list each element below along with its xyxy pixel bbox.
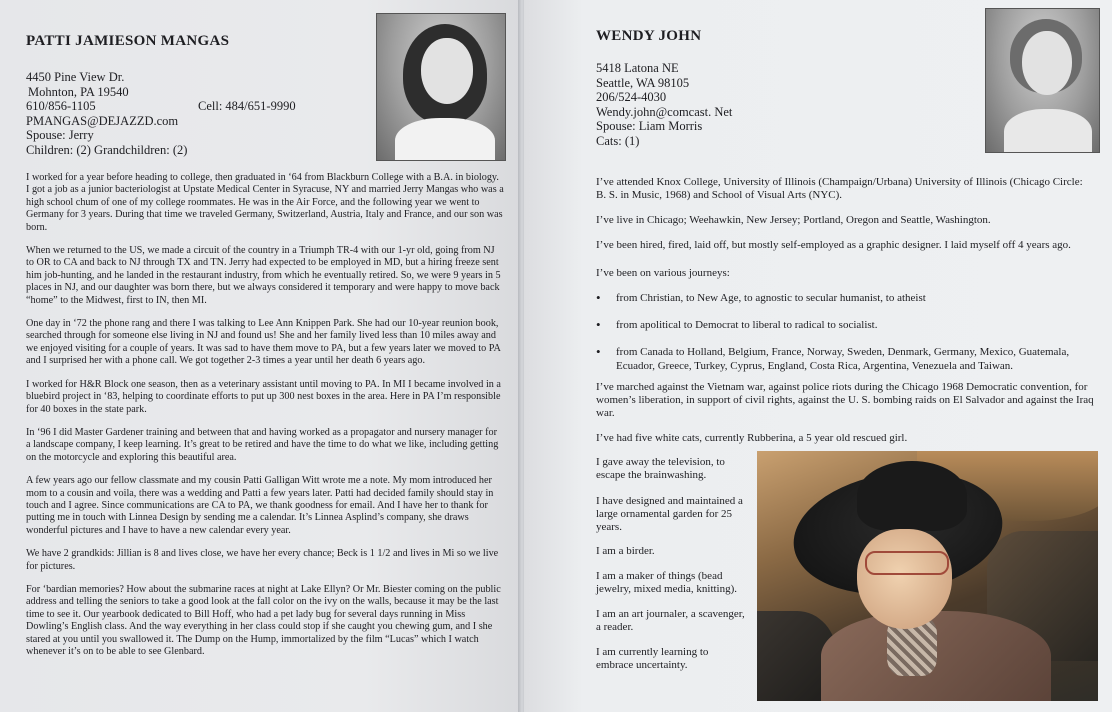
statement: I am a maker of things (bead jewelry, mixed media, knitting). <box>596 570 738 596</box>
right-contact <box>596 61 856 149</box>
left-phone: 610/856-1105 <box>26 99 96 114</box>
left-page <box>0 0 521 712</box>
right-cats-block <box>596 432 1086 445</box>
left-address1: 4450 Pine View Dr. <box>26 70 125 84</box>
left-paragraph: I worked for a year before heading to college, then graduated in ‘64 from Blackburn College with a B.A. in biology. I got a job as a junior bacteriologist at Upstate Medical Center in Syracuse, NY and married Jerry Mangas who was a high school chum of one of my college roommates. He was in the Air Force, and the following year we went to Germany for 3 years. During that time we traveled Germany, Switzerland, Austria, Italy and France, and our son was born. <box>26 172 504 233</box>
right-journeys-block <box>596 267 1086 280</box>
right-body <box>596 176 1086 202</box>
left-body <box>26 172 504 669</box>
left-paragraph: When we returned to the US, we made a circuit of the country in a Triumph TR-4 with our 1-yr old, going from NJ to OR to CA and back to NJ through TX and TN. Jerry had expected to be employed in MD, but a hiring freeze sent him job-hunting, and he landed in the restaurant industry, from which he eventually retired. So, we were 9 years in 5 places in NJ, and our daughter was born there, but we always considered it temporary and were happy to move back “home” to the Midwest, first to IN, then MI. <box>26 245 501 306</box>
left-contact <box>26 70 326 158</box>
journeys-list <box>596 292 1086 373</box>
statement: I have designed and maintained a large ornamental garden for 25 years. <box>596 495 743 534</box>
journey-item <box>616 319 1086 332</box>
left-spouse: Spouse: Jerry <box>26 128 94 143</box>
left-paragraph: One day in ‘72 the phone rang and there I was talking to Lee Ann Knippen Park. She had our 10-year reunion book, searched through for someone else living in NJ and found us! She and her family lived less than 10 miles away and we enjoyed visiting for a couple of years. It was sad to have them move to PA, but a few years later we moved to PA and I surprised her with a phone call. We got together 2-3 times a year until her death 6 years ago. <box>26 318 501 367</box>
right-journeys-intro: I’ve been on various journeys: <box>596 267 730 279</box>
journey-item-text: from apolitical to Democrat to liberal to radical to socialist. <box>616 319 878 332</box>
journey-item <box>616 346 1086 372</box>
right-career-block <box>596 239 1096 252</box>
journey-item-text: from Canada to Holland, Belgium, France, Norway, Sweden, Denmark, Germany, Mexico, Guatemala, Ecuador, Greece, Turkey, Cyprus, England, Costa Rica, Argentina, Venezuela and Taiwan. <box>616 346 1070 372</box>
right-portrait-photo <box>985 8 1100 153</box>
left-cell: Cell: 484/651-9990 <box>198 99 296 114</box>
right-cats: Cats: (1) <box>596 133 640 148</box>
right-cats-paragraph: I’ve had five white cats, currently Rubberina, a 5 year old rescued girl. <box>596 432 908 444</box>
statement: I am currently learning to embrace uncertainty. <box>596 646 709 672</box>
right-residences-block <box>596 214 1086 227</box>
left-paragraph: For ‘bardian memories? How about the submarine races at night at Lake Ellyn? Or Mr. Biester coming on the public address and telling the seniors to take a good look at the fall color on the ivy on the walls, because it may be the last time to see it. Our yearbook dedicated to Bill Hoff, who had a pet lady bug for several days running in Miss Dowling’s English class. And the way everything in her class could stop if she caught you chewing gum, and I she stared at you until you swallowed it. The Dump on the Hump, immortalized by the film “Lucas” which I watch whenever it’s on to be able to see Glenbard. <box>26 583 501 657</box>
statement: I am an art journaler, a scavenger, a reader. <box>596 608 745 634</box>
right-education: I’ve attended Knox College, University of Illinois (Champaign/Urbana) University of Illinois (Chicago Circle: B. S. in Music, 1968) and School of Visual Arts (NYC). <box>596 176 1083 202</box>
right-residences: I’ve live in Chicago; Weehawkin, New Jersey; Portland, Oregon and Seattle, Washington. <box>596 214 991 226</box>
journey-item-text: from Christian, to New Age, to agnostic to secular humanist, to atheist <box>616 292 926 304</box>
right-email: Wendy.john@comcast. Net <box>596 104 733 119</box>
right-name: WENDY JOHN <box>596 28 702 44</box>
left-paragraph: In ‘96 I did Master Gardener training and between that and having worked as a propagator and nursery manager for a landscape company, I keep learning. It’s great to be retired and have the time to do what we like, including getting on the motorcycle and exploring this beautiful area. <box>26 426 499 463</box>
right-address2: Seattle, WA 98105 <box>596 75 690 90</box>
left-paragraph: I worked for H&R Block one season, then as a veterinary assistant until moving to PA. In MI I became involved in a bluebird project in ‘83, helping to coordinate efforts to put up 300 nest boxes in the area. Here in PA I’m responsible for 40 boxes in the state park. <box>26 378 501 415</box>
statement: I am a birder. <box>596 545 655 557</box>
right-career: I’ve been hired, fired, laid off, but mostly self-employed as a graphic designer. I laid myself off 4 years ago. <box>596 239 1071 251</box>
statement: I gave away the television, to escape the brainwashing. <box>596 456 725 482</box>
left-portrait-photo <box>376 13 506 161</box>
journey-item <box>616 292 1086 305</box>
left-email: PMANGAS@DEJAZZD.com <box>26 113 179 128</box>
right-phone: 206/524-4030 <box>596 90 667 105</box>
left-name: PATTI JAMIESON MANGAS <box>26 33 230 49</box>
right-address1: 5418 Latona NE <box>596 61 679 75</box>
right-activism: I’ve marched against the Vietnam war, against police riots during the Chicago 1968 Democratic convention, for women’s liberation, in support of civil rights, against the U. S. bombing raids on El Salvador and against the Iraq war. <box>596 381 1094 420</box>
left-children: Children: (2) Grandchildren: (2) <box>26 142 188 157</box>
left-paragraph: We have 2 grandkids: Jillian is 8 and lives close, we have her every chance; Beck is 1 1/2 and lives in Mi so we live for pictures. <box>26 548 499 572</box>
left-address2: Mohnton, PA 19540 <box>28 84 129 99</box>
right-activism-block <box>596 381 1096 421</box>
right-spouse: Spouse: Liam Morris <box>596 119 703 134</box>
left-paragraph: A few years ago our fellow classmate and my cousin Patti Galligan Witt wrote me a note. My mom introduced her mom to a cousin and voila, there was a wedding and Patti a few years later. Patti had decided family should stay in touch and I agree. Since communications are CA to PA, we thank goodness for email. And I have her to thank for putting me in touch with Linnea Design by sending me a calendar. It’s Linnea Asplind’s company, she draws wonderful pictures and I have to have a new calendar every year. <box>26 475 494 536</box>
color-portrait-photo <box>757 451 1098 701</box>
